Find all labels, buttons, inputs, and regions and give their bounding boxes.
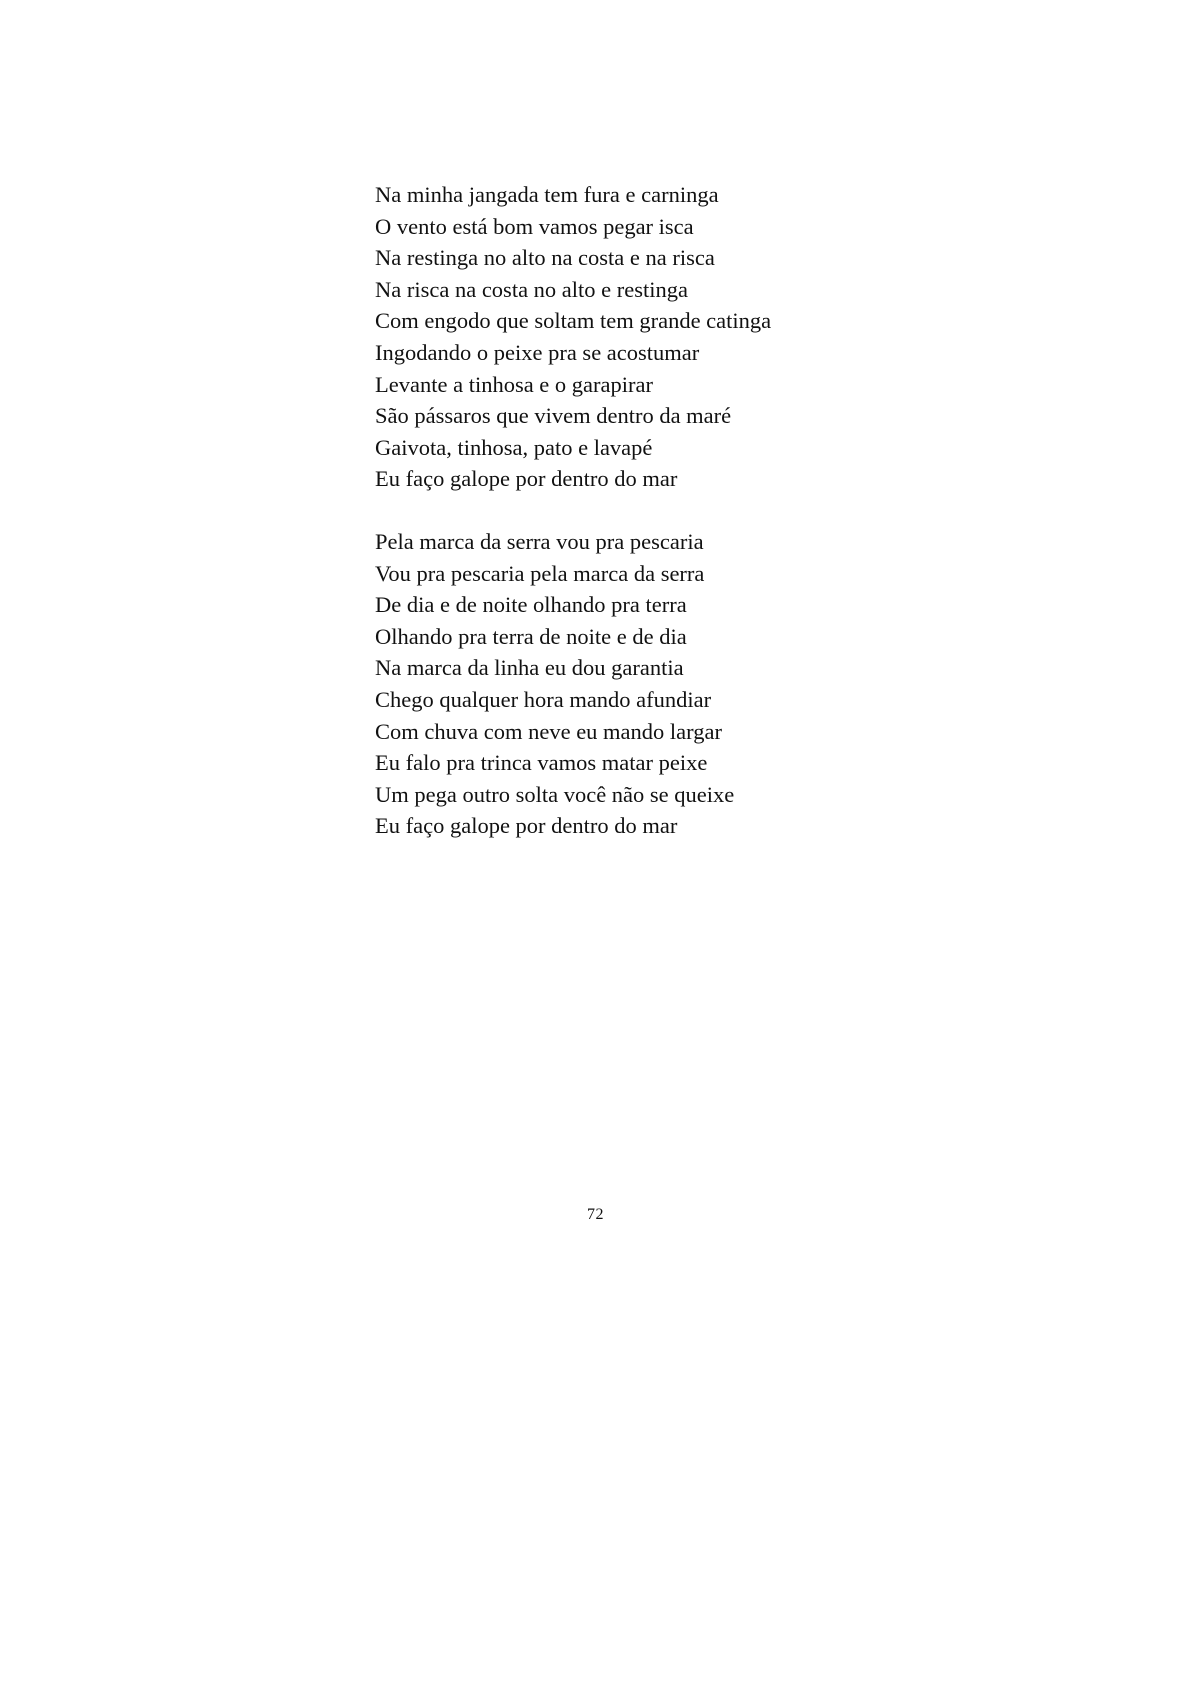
poem-line: Na restinga no alto na costa e na risca xyxy=(375,245,715,271)
poem-line: São pássaros que vivem dentro da maré xyxy=(375,403,732,429)
poem-line: Eu faço galope por dentro do mar xyxy=(375,813,678,839)
poem-line: O vento está bom vamos pegar isca xyxy=(375,213,694,239)
poem-line: Vou pra pescaria pela marca da serra xyxy=(375,560,705,586)
poem-line: De dia e de noite olhando pra terra xyxy=(375,592,687,618)
poem-line: Na risca na costa no alto e restinga xyxy=(375,276,689,302)
poem-line: Eu faço galope por dentro do mar xyxy=(375,466,678,492)
poem-line: Com engodo que soltam tem grande catinga xyxy=(375,308,772,334)
poem-line: Eu falo pra trinca vamos matar peixe xyxy=(375,750,708,776)
stanza-1 xyxy=(375,179,935,495)
poem xyxy=(375,179,935,842)
poem-line: Olhando pra terra de noite e de dia xyxy=(375,623,687,649)
poem-line: Gaivota, tinhosa, pato e lavapé xyxy=(375,434,653,460)
poem-line: Com chuva com neve eu mando largar xyxy=(375,718,722,744)
stanza-2 xyxy=(375,526,935,842)
poem-line: Chego qualquer hora mando afundiar xyxy=(375,686,712,712)
poem-line: Pela marca da serra vou pra pescaria xyxy=(375,528,704,554)
poem-line: Na marca da linha eu dou garantia xyxy=(375,655,684,681)
poem-line: Ingodando o peixe pra se acostumar xyxy=(375,339,700,365)
poem-line: Um pega outro solta você não se queixe xyxy=(375,781,735,807)
page-number: 72 xyxy=(587,1206,604,1223)
poem-line: Levante a tinhosa e o garapirar xyxy=(375,371,653,397)
poem-line: Na minha jangada tem fura e carninga xyxy=(375,182,719,207)
